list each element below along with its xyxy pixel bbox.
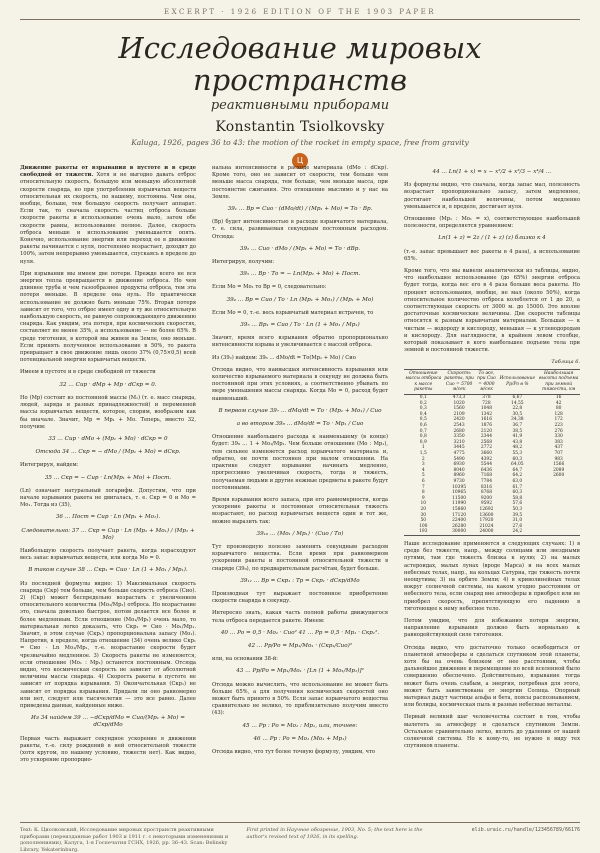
equation: 32 … Сир · dMp + Mp · dCкр = 0. — [59, 381, 157, 388]
table-cell: 330 — [554, 434, 563, 440]
equation: 43 … Рр/Ро = Mр₁/Mо₁ · [Ln (1 + Mо₁/Mр₁)]² — [236, 668, 364, 675]
table-cell: 2543 — [453, 423, 465, 429]
table-cell: 1342 — [480, 411, 493, 417]
table-cell: 3350 — [453, 434, 465, 440]
paragraph: Если Mо = Mо₁ то Bp = 0, следовательно: — [212, 284, 327, 291]
print-note: First printed in Научное обозрение, 1903, No. 5; the text here is the author's revised text of 1926, in its spelling. — [246, 827, 423, 840]
table-cell: 7784 — [480, 478, 493, 484]
table-cell: 728 — [482, 400, 491, 406]
table-cell: 58,8 — [512, 495, 523, 501]
table-cell: 0,8 — [419, 434, 427, 440]
column-3 — [404, 165, 580, 801]
table-cell: 2089 — [553, 467, 565, 473]
table-cell: 64,05 — [511, 462, 524, 468]
equation: а во втором 39₈ … dMо/dt = То · Mр₁ / Сио — [236, 421, 364, 428]
paragraph: Интегрируя, получим: — [212, 259, 274, 266]
table-cell: 22,8 — [512, 406, 523, 412]
top-rule — [20, 19, 580, 20]
table-cell: 64,2 — [512, 473, 523, 479]
data-table — [404, 369, 580, 536]
table-cell: 39,5 — [512, 512, 523, 518]
paragraph: Если Mо = 0, т.-е. весь взрывчатый материал истрачен, то — [212, 309, 374, 316]
equation: 35 … Скр = − Сир · Ln(Mр₁ + Mо) + Пост. — [44, 474, 172, 481]
table-cell: 48,2 — [512, 445, 523, 451]
table-cell: 0,4 — [419, 411, 427, 417]
table-cell: 5490 — [453, 456, 465, 462]
table-cell: 128 — [554, 411, 563, 417]
paragraph: Отношение наибольшего расхода к наименьшему (в конце) будет: 39₉ … 1 + Mо₁/Mр₁. Чем больше отношение (Mо : Mр₁), тем сильнее изменяется расход взрывчатого материала и, обратно, он почти постоянен при малом отношении. На практике следует взрывание начинать медленно, прогрессивно увеличивая скорость, тогда и тяжесть, получаемая людьми и другие нежные предметы в ракете будут постоянными. — [212, 434, 388, 491]
table-cell: 7168 — [480, 473, 493, 479]
paragraph: Интегрируя, найдем: — [20, 462, 79, 469]
paragraph: Интересно знать, какая часть полной работы движущегося тела отброса передается ракете. Имеем: — [212, 610, 388, 624]
table-header-cell: Скорость ракеты, при Сио = 5700 м/сек — [443, 369, 476, 394]
table-cell: 50,3 — [512, 506, 523, 512]
table-cell: 0,6 — [419, 423, 427, 429]
table-cell: 1 — [421, 445, 425, 451]
table-cell: 100 — [419, 523, 428, 529]
table-header-cell: То же, при Сио = 4000 м/сек — [476, 369, 498, 394]
table-cell: 2568 — [480, 439, 493, 445]
table-cell: 3210 — [453, 439, 465, 445]
paragraph: (Ln) означает натуральный логарифм. Допустим, что при начале взрывания ракета не двигалась, т. е. Скр = 0 и Mo = Mo₁. Тогда из (35), — [20, 487, 196, 509]
table-cell: 4 — [421, 467, 425, 473]
table-cell — [537, 529, 580, 535]
table-cell: 0,2 — [419, 400, 427, 406]
table-cell: 6436 — [480, 467, 493, 473]
table-body — [404, 395, 580, 536]
equation: 42 … Рр/Ро = Mр₁/Mо₁ · (Скр₁/Сио)² — [247, 642, 353, 649]
table-cell: 38,5 — [512, 428, 523, 434]
table-cell: 31,0 — [512, 518, 523, 524]
equation: 39₄ … Bp = Сио / То · Ln (Mр₁ + Mо₁) / (Mр₁ + Mо) — [226, 296, 374, 303]
table-cell: 2600 — [553, 473, 565, 479]
paragraph-text: Хотя и не выгодно давать отброс относительную скорость, большую или меньшую абсолютной скорости снаряда, но при употреблении взрывчатых веществ относительная их скорость, по нашему, постоянна. Чем она, вообще, больше, тем большую скорость получает аппарат. Если так, то сначала скорость частиц отброса больше скорости ракеты и использование очень мало, затем обе скорости равны, использование полное. Далее, скорость отброса меньше и использование уменьшается опять. Конечно, использование энергии или переход ее в движение ракеты начинается с нуля, постепенно возрастает, доходит до 100%, затем непрерывно уменьшается, спускаясь в пределе до нуля. — [20, 172, 196, 265]
table-cell: 2120 — [480, 428, 493, 434]
table-cell: 14,55 — [511, 400, 524, 406]
table-cell: 41,9 — [512, 434, 523, 440]
table-cell: 63,0 — [512, 478, 523, 484]
table-header-row — [404, 369, 580, 394]
table-cell: 64,7 — [512, 467, 523, 473]
paragraph: (Bp) будет интенсивностью в расходе взрывчатого материала, т. е. сила, развиваемая секундным постоянным расходом. Отсюда: — [212, 219, 388, 240]
table-cell: 1560 — [453, 406, 465, 412]
table-cell: 10965 — [452, 490, 467, 496]
equation: 36 … Пост = Сир · Ln (Mр₁ + Mо₁). — [55, 514, 161, 521]
equation: 46 … Рр : Ро = Mо₁ (Mо₁ + Mр₁) — [253, 735, 347, 742]
table-cell: 383 — [554, 439, 563, 445]
table-cell: 0,5 — [419, 417, 427, 423]
table-cell: 16 — [555, 395, 562, 401]
table-cell: 0,9 — [419, 439, 427, 445]
table-cell: 0,3 — [419, 406, 427, 412]
paragraph: Тут производную полезно заменить секундным расходом взрывчатого вещества. Если время при равномерном ускорении ракеты и постоянной относительной тяжести в снаряде (39₉), по предварительным расчётам, будет больше. — [212, 543, 388, 572]
table-cell: 17120 — [452, 512, 467, 518]
table-cell: 5544 — [480, 462, 493, 468]
citation-line: Kaluga, 1926, pages 36 to 43: the motion of the rocket in empty space, free from gravity — [131, 138, 469, 147]
table-cell: 2420 — [453, 417, 465, 423]
table-cell: 8960 — [453, 473, 465, 479]
table-cell: 3445 — [453, 445, 465, 451]
table-cell: 3 — [421, 462, 425, 468]
paragraph: Наше исследование применяется в следующих случаях: 1) в среде без тяжести, напр., между солнцами или звездными путями, там где тяжесть близка к нулю; 2) на малых астероидах, малых лунах (вроде Марса) и на всех малых небесных телах, напр., на кольцах Сатурна, где тяжесть почти неощутима; 3) на орбите Земли; 4) в криволинейных телах вокруг солнечной системы, на каком угодно расстоянии от небесного тела, если снаряд вне атмосферы и приобрел или не приобрел скорость, препятствующую его падению в тяготеющее к нему небесное тело. — [404, 540, 580, 612]
table-cell: 4775 — [453, 450, 465, 456]
table-header-cell: Отношение массы отброса к массе ракеты — [404, 369, 443, 394]
table-cell: 10 — [420, 501, 427, 507]
equation: 39₁₁ … Bp = Скр₁ : Тр = Скр₁ · dCкр/dMо — [240, 577, 360, 584]
paragraph: Отсюда видно, что наивысшая интенсивность взрывания или количество взрываемого материала в секунду не должна быть постоянной при этих условиях, а соответственно убывать по мере уменьшения массы снаряда. Когда Mо = 0, расход будет наименьший. — [212, 366, 388, 402]
body-columns — [20, 165, 580, 801]
paragraph: Из последней формулы видно: 1) Максимальная скорость снаряда (Скр) тем больше, чем больше скорость отброса (Сио). 2) (Скр) может беспредельно возрастать с увеличением относительного количества (Mо₁/Mр₁) отброса. Но возрастание это, сначала довольно быстрое, потом делается все более и более медленным. Если отношение (Mо₁/Mр₁) очень мало, то материальная легко доказать, что Скр₁ = Сио · Mо₁/Mр₁. Значит, в этом случае (Скр₁) пропорциональна запасу (Mо₁). Напротив, в пределе, когда отношение (34) очень велико Скр₁ = Сио · Ln Mо₁/Mр₁, т.-е. возрастание скорости будет чрезвычайно медленное. 3) Скорость ракеты не изменяется, если отношение (Mо₁ : Mр₁) останется постоянным. Отсюда видно, что космическая скорость не зависит от абсолютной величины массы снаряда. 4) Скорость ракеты в пустоте не зависит от порядка взрывания. 5) Окончательная (Скр₁) не зависит от порядка взрывания. Придали ли оно равномерно или нет, следует или тысячелетия — это все равно. Далее приведены данные, найденные ниже. — [20, 580, 196, 709]
table-cell: 0,1 — [419, 395, 427, 401]
equation: 39₂ … Сио · dMо / (Mр₁ + Mо) = То · dBp. — [239, 245, 361, 252]
table-cell: 1616 — [480, 417, 493, 423]
paragraph: Но (Mp) состоит из постоянной массы (M₁) (т. е. масс снаряда, людей, заряда и разных принадлежностей) и переменной массы взрывчатых веществ, которое, спорим, вообразим как бы вначале. Значит, Mр = Mр₁ + Mо. Теперь, вместо 32, получим: — [20, 394, 196, 430]
table-cell: 30,5 — [512, 411, 523, 417]
table-cell: 983 — [554, 456, 563, 462]
table-cell: 50 — [420, 518, 427, 524]
table-cell: 223 — [554, 423, 563, 429]
table-cell: 172 — [554, 417, 563, 423]
table-cell: 11500 — [452, 495, 467, 501]
equation: 39₁ … Bp = Сио · (dMо/dt) / (Mр₁ + Mо) = То · Bp. — [227, 206, 373, 213]
table-cell: 34,38 — [511, 417, 524, 423]
table-header-cell: Наибольшая высота подъема при земной тяжести, км — [537, 369, 580, 394]
paragraph: (т.-е. запас превышает вес ракеты в 4 раза), а использование 65%. — [404, 248, 580, 262]
paragraph: Время взрывания всего запаса, при его равномерности, когда ускорение ракеты и постоянная относительная тяжесть возрастают, но расход взрывчатых веществ один и тот же, можно выразить так: — [212, 496, 388, 525]
table-cell: 55,3 — [512, 450, 523, 456]
paragraph: Имеем в пустоте и в среде свободной от тяжести — [20, 369, 156, 376]
source-link[interactable]: elib.uraic.ru/handle/123456789/66176 — [471, 827, 581, 833]
table-cell: 43,8 — [512, 439, 523, 445]
table-caption: Таблица 6. — [551, 359, 580, 366]
equation: 45 … Рр : Ро = Mо₁ : Mр₁, или, точнее: — [242, 722, 358, 729]
paragraph: нальна интенсивности в расходе материала (dMо : dCкр). Кроме того, оно не зависит от скорости, тем больше чем меньше масса снаряда, тем больше, чем меньше масса, при постоянстве сжигания. Это отношение мыслимо и у нас на Земле. — [212, 165, 388, 200]
table-cell: 30 — [420, 512, 427, 518]
equation: Из 34 найдем 39 … −dCкр/dMо = Сио/(Mр₁ + Mо) = dCкр/dMо — [31, 715, 185, 729]
edition-line: EXCERPT · 1926 EDITION OF THE 1903 PAPER — [164, 8, 436, 16]
table-cell: 437 — [554, 445, 563, 451]
table-cell: 6,67 — [512, 395, 523, 401]
table-cell: 9 — [421, 495, 425, 501]
table-cell: 2109 — [453, 411, 465, 417]
table-cell: 24,2 — [497, 529, 537, 535]
table-row — [404, 529, 580, 535]
table-cell: 1,5 — [419, 450, 427, 456]
table-cell: 13600 — [479, 512, 494, 518]
table-cell: 8316 — [480, 484, 493, 490]
equation: В таком случае 38 … Скр₁ = Сио · Ln (1 + Mо₁ / Mр₁). — [28, 567, 188, 574]
table-cell: 12692 — [479, 506, 494, 512]
paragraph: Из формулы видно, что сначала, когда запас мал, полезность возрастает пропорционально запасу, затем медленнее, достигает наибольшей величины, потом медленно уменьшается и, в пределе, достигает нуля. — [404, 182, 580, 210]
table-cell: 17920 — [479, 518, 494, 524]
table-cell: 21024 — [479, 523, 494, 529]
ornament-badge: Ц — [292, 153, 308, 169]
paragraph: или, на основании 38-й: — [212, 656, 278, 663]
table-cell: 8768 — [480, 490, 493, 496]
paper-subtitle: реактивными приборами — [210, 98, 390, 113]
equation: 44 … Ln(1 + x) = x − x²/2 + x³/3 − x⁴/4 … — [432, 169, 552, 175]
equation: 40 … Ро = 0,5 · Mо₁ · Сио² 41 … Рр = 0,5 · Mр₁ · Скр₁². — [220, 629, 380, 636]
equation: 39₁₀ … (Mо₁ / Mр₁) · (Сио / То) — [256, 530, 344, 537]
table-cell: 6930 — [453, 462, 465, 468]
table-cell: 2680 — [453, 428, 465, 434]
paragraph: Производная тут выражает постоянное приобретение скорости снаряда в секунду. — [212, 590, 388, 605]
table-cell: 378 — [482, 395, 491, 401]
footer — [20, 822, 580, 853]
table-cell: 707 — [554, 450, 563, 456]
table-cell: 3660 — [480, 450, 493, 456]
table-cell: 20 — [420, 506, 427, 512]
column-1 — [20, 165, 196, 801]
table-header-cell: Использование Рр/Ро в % — [497, 369, 537, 394]
table-cell: 24000 — [476, 529, 498, 535]
table-cell: 36,7 — [512, 423, 523, 429]
paper-title: Исследование мировых пространств — [118, 31, 482, 97]
author-name: Konstantin Tsiolkovsky — [215, 119, 385, 135]
table-cell: 4392 — [480, 456, 493, 462]
source-note: Text: К. Циолковский, Исследование мировых пространств реактивными приборами (переизданные работ 1903 и 1911 г. с некоторыми изменениями и дополнениями), Калуга, 1-я Госпечатня ГСНХ, 1926, рр. 36–43. Scan: Belinsky Library, Yekaterinburg. — [20, 827, 229, 853]
equation: В первом случае 39₇ … dMо/dt = То · (Mр₁ + Mо₁) / Сио — [218, 407, 382, 414]
table-cell: 80 — [555, 406, 562, 412]
table-cell: 42 — [555, 400, 562, 406]
table-cell: 8040 — [453, 467, 465, 473]
table-cell: 1876 — [480, 423, 493, 429]
table-cell: 8 — [421, 490, 425, 496]
paragraph — [20, 165, 196, 266]
table-cell: 22400 — [452, 518, 467, 524]
table-cell: 15860 — [452, 506, 467, 512]
table-cell: 30000 — [443, 529, 476, 535]
table-cell: 7 — [421, 484, 425, 490]
column-2 — [212, 165, 388, 801]
table-cell: 1020 — [453, 400, 465, 406]
table-cell: 1048 — [480, 406, 493, 412]
paragraph: Первый великий шаг человечества состоит в том, чтобы вылететь за атмосферу и сделаться спутником Земли. Остальное сравнительно легко, вплоть до удаления от нашей солнечной системы. Но к кому-то, не нужно в виду тех спутников планеты. — [404, 714, 580, 750]
table-cell: 1566 — [553, 462, 565, 468]
paragraph: Отсюда видно, что достаточно только освободиться от планетной атмосферы и сделаться спутником этой планеты, хотя бы на очень близком от нее расстоянии, чтобы дальнейшее движение и перемещение по всей вселенной было совершенно обеспечено. Действительно, взрывание тогда может быть очень слабым, а энергия, потребная для этого, может быть заимствована от энергии Солнца. Опорный материал дадут частицы альфа и бета, поясы распознаванием, или болиды, космическая пыль и разные небесные металлы. — [404, 644, 580, 709]
table-cell: 57,6 — [512, 501, 523, 507]
table-cell: 2 — [421, 456, 425, 462]
table-cell: 27,6 — [512, 523, 523, 529]
table-cell: 9730 — [453, 478, 465, 484]
equation: Ln(1 + z) = 2z / (1 + z) (z) близко к 4 — [438, 235, 546, 242]
table-cell: 11990 — [452, 501, 467, 507]
paragraph: Отсюда можно вычислить, что использование не может быть больше 65%, а для получения космических скоростей оно может быть принято в 50%. Если запас взрывчатого вещества сравнительно не велико, то приблизительно получим вместо (43): — [212, 681, 388, 717]
equation: 33 … Сир · dMо + (Mр₁ + Mо) · dCкр = 0 — [48, 435, 168, 442]
table-cell: 9200 — [480, 495, 493, 501]
paragraph: Из (39₂) найдем: 39₆ … dMо/dt = То(Mр₁ + Mо) / Сио — [212, 354, 356, 361]
table-cell: 193 — [404, 529, 443, 535]
table-cell: 26280 — [452, 523, 467, 529]
paragraph: Потом увидим, что для избежания потери энергии, направление взрывания должно быть нормально к равнодействующей силе тяготения. — [404, 617, 580, 639]
table-cell: 0,7 — [419, 428, 427, 434]
table-cell: 9592 — [480, 501, 493, 507]
equation: 39₅ … Bp₁ = Сио / То · Ln (1 + Mо₁ / Mр₁) — [240, 322, 360, 329]
table-cell: 60,3 — [512, 490, 523, 496]
equation: Отсюда 34 … Скр = − dMо / (Mр₁ + Mо) = dCкр. — [35, 449, 181, 456]
equation: Следовательно: 37 … Скр = Сир · Ln (Mр₁ + Mо₁) / (Mр₁ + Mо) — [21, 527, 195, 541]
table-cell: 60,3 — [512, 456, 523, 462]
section-heading: Движение ракеты от взрывания в пустоте и в среде свободной от тяжести. — [20, 165, 196, 179]
table-cell: 10395 — [452, 484, 467, 490]
paragraph: Отношение (Mр₁ : Mо₁ = x), соответствующее наибольшей полезности, определяется уравнением: — [404, 216, 580, 230]
paragraph: Наибольшую скорость получает ракета, когда израсходуют весь запас взрывчатых веществ, или когда Mо = 0. — [20, 547, 196, 562]
table-cell: 6 — [421, 478, 425, 484]
paragraph: Значит, время всего взрывания обратно пропорционально интенсивности взрыва и увеличивается с массой отброса. — [212, 335, 388, 349]
equation: 39₃ … Bp · То = − Ln(Mр₁ + Mо) + Пост. — [239, 271, 361, 278]
paragraph: При взрывании мы имеем две потери. Прежде всего не вся энергия тепла превращается в движение отброса. Но чем длиннее труба и чем газообразнее продукты отброса, тем эта потеря меньше. В пределе она нуль. Но практически использование не должно быть меньше 75%. Вторая потеря зависит от того, что отброс имеет одну и ту же относительную наибольшую скорость, не равную сопровождающего движению снаряда. Как увидим, эта потеря, при космических скоростях, составляет не менее 35%, а использование — не более 65%. В среде тяготения, в которой мы живем на Земле, оно меньше. Если принять полученное использование в 50%, то ракета превращает в свое движение лишь около 37% (0,75×0,5) всей потенциальной энергии взрывчатых веществ. — [20, 270, 196, 364]
table-cell: 2344 — [480, 434, 493, 440]
paragraph: Кроме того, что мы вывели аналитически из таблицы, видно, что наибольшее использование (до 65%) энергии отброса будет тогда, когда вес его в 4 раза больше веса ракеты. Но процент использования, вообще, не мал (около 50%), когда относительное количество отброса колеблется от 1 до 20, а соответствующая скорость от 3000 м. до 15000. Это вполне достаточные космические величины. Две скорости таблицы относятся к разным взрывчатым материалам. Большая — к чистым — водороду и кислороду, меньшая — к углеводородам и кислороду. Для наглядности, в крайнем левом столбце, который показывает в кого наибольшее подъеме тела при земной и постоянной тяжести. — [404, 268, 580, 354]
paragraph: Отсюда видно, что тут более точную формулу, увидим, что — [212, 748, 375, 755]
table-cell: 276 — [554, 428, 563, 434]
table-cell: 5 — [421, 473, 425, 479]
paragraph: Первая часть выражает секундное ускорение в движении ракеты, т.-е. силу рождений в ней относительной тяжести (хотя кругом, по нашему условию, тяжести нет). Как видно, это ускорение пропорцио- — [20, 735, 196, 764]
table-cell: 473,3 — [452, 395, 466, 401]
table-cell: 61,7 — [512, 484, 523, 490]
table-cell: 2772 — [480, 445, 493, 451]
